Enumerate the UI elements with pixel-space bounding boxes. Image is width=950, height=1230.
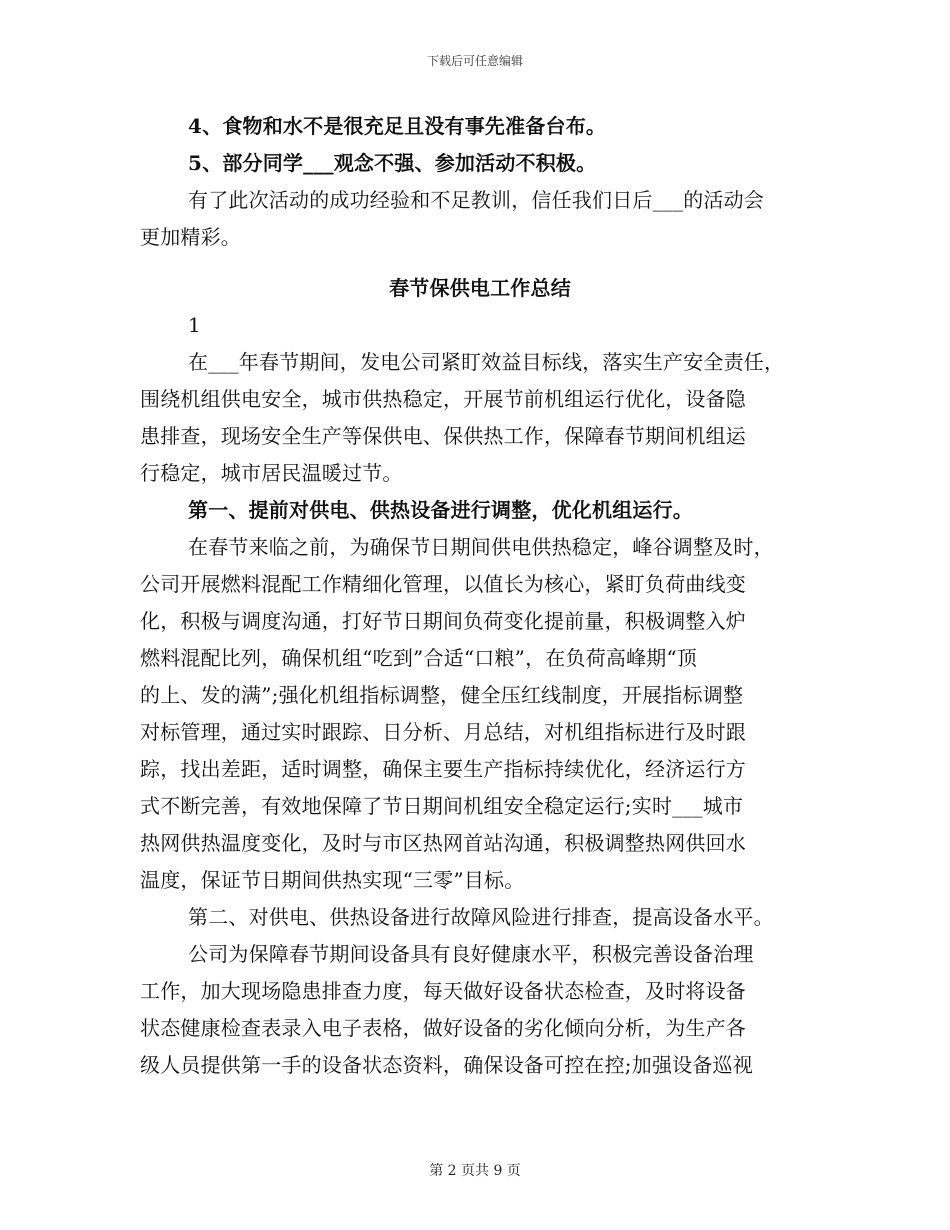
section-title: 春节保供电工作总结	[389, 276, 571, 300]
text-line: 行稳定，城市居民温暖过节。	[140, 461, 403, 485]
text-line: 温度，保证节日期间供热实现“三零”目标。	[140, 868, 525, 892]
text-line: 式不断完善，有效地保障了节日期间机组安全稳定运行;实时___城市	[140, 794, 744, 818]
text-line: 热网供热温度变化，及时与市区热网首站沟通，积极调整热网供回水	[140, 831, 746, 855]
text-line: 患排查，现场安全生产等保供电、保供热工作，保障春节期间机组运	[140, 424, 746, 448]
text-line: 在春节来临之前，为确保节日期间供电供热稳定，峰谷调整及时，	[188, 535, 774, 559]
text-line: 的上、发的满”;强化机组指标调整，健全压红线制度，开展指标调整	[140, 683, 744, 707]
text-line: 第二、对供电、供热设备进行故障风险进行排查，提高设备水平。	[188, 905, 774, 929]
text-line: 4、食物和水不是很充足且没有事先准备台布。	[188, 114, 607, 138]
text-line: 更加精彩。	[140, 225, 241, 249]
text-line: 化，积极与调度沟通，打好节日期间负荷变化提前量，积极调整入炉	[140, 609, 746, 633]
text-line: 1	[188, 313, 201, 337]
text-line: 公司开展燃料混配工作精细化管理，以值长为核心，紧盯负荷曲线变	[140, 572, 746, 596]
text-line: 5、部分同学___观念不强、参加活动不积极。	[188, 151, 597, 175]
text-line: 有了此次活动的成功经验和不足教训，信任我们日后___的活动会	[188, 188, 764, 212]
text-line: 第一、提前对供电、供热设备进行调整，优化机组运行。	[188, 498, 693, 522]
text-line: 状态健康检查表录入电子表格，做好设备的劣化倾向分析，为生产各	[140, 1016, 746, 1040]
text-line: 燃料混配比列，确保机组“吃到”合适“口粮”，在负荷高峰期“顶	[140, 646, 698, 670]
text-line: 在___年春节期间，发电公司紧盯效益目标线，落实生产安全责任，	[188, 350, 785, 374]
document-body	[140, 108, 820, 1084]
text-line: 公司为保障春节期间设备具有良好健康水平，积极完善设备治理	[188, 942, 754, 966]
text-line: 踪，找出差距，适时调整，确保主要生产指标持续优化，经济运行方	[140, 757, 746, 781]
page-header: 下载后可任意编辑	[426, 54, 523, 68]
text-line: 围绕机组供电安全，城市供热稳定，开展节前机组运行优化，设备隐	[140, 387, 746, 411]
text-line: 级人员提供第一手的设备状态资料，确保设备可控在控;加强设备巡视	[140, 1053, 753, 1077]
text-line: 对标管理，通过实时跟踪、日分析、月总结，对机组指标进行及时跟	[140, 720, 746, 744]
page-footer: 第 2 页共 9 页	[429, 1163, 521, 1179]
text-line: 工作，加大现场隐患排查力度，每天做好设备状态检查，及时将设备	[140, 979, 746, 1003]
